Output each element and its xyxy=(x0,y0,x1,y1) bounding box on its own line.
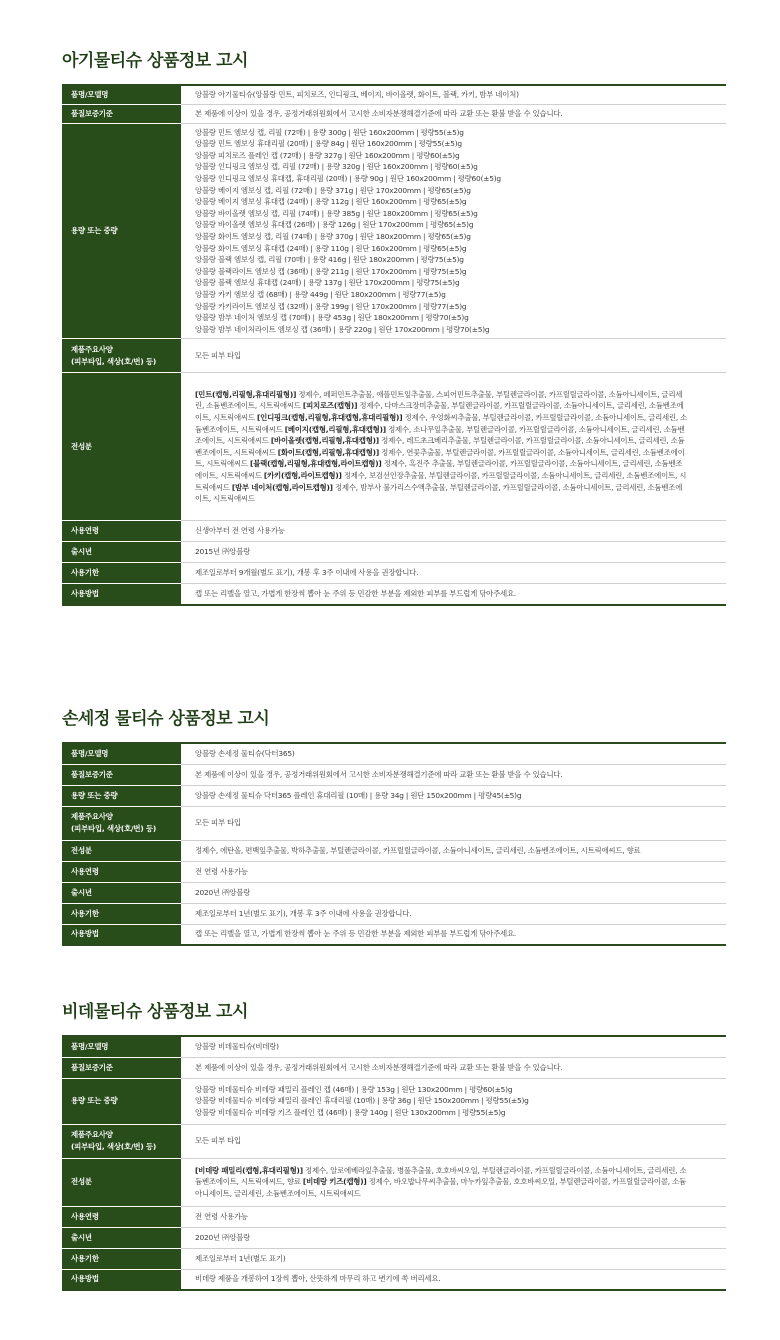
info-row xyxy=(62,785,726,806)
value-line: 앙블랑 민트 엠보싱 휴대리필 (20매) | 용량 84g | 원단 160x200mm | 평량55(±5)g xyxy=(195,139,462,149)
ingredient-text: 듐벤조에이트, 시트릭애씨드, 향료 xyxy=(195,1177,303,1187)
value-line: 모든 피부 타입 xyxy=(195,350,241,360)
value-line: 앙블랑 밤부 네이처라이트 엠보싱 캡 (36매) | 용량 220g | 원단 170x200mm | 평량70(±5)g xyxy=(195,324,490,334)
row-value xyxy=(181,1158,726,1206)
value-line: 앙블랑 아기물티슈(앙블랑 민트, 피치로즈, 인디핑크, 베이지, 바이올렛, 화이트, 블랙, 카키, 밤부 네이처) xyxy=(195,90,519,99)
ingredient-text: 정제수, 밤부사 불가리스수액추출물, 부틸렌글라이콜, 카프릴릴글라이콜, 소듐아니세이트, 글리세린, 소듐벤조에 xyxy=(332,482,683,492)
row-label: 사용방법 xyxy=(62,584,181,605)
row-label: 사용연령 xyxy=(62,861,181,882)
row-value xyxy=(181,924,726,945)
row-label: 전성분 xyxy=(62,373,181,521)
ingredient-text: 이트, 시트릭애씨드 xyxy=(195,413,257,422)
ingredient-text: 조에이트, 시트릭애씨드 xyxy=(195,436,271,446)
row-label-line: 제품주요사양 xyxy=(71,1130,113,1140)
value-line: 캡 또는 리벨을 열고, 가볍게 한장씩 뽑아 눈 주위 등 민감한 부분을 제외한 피부를 부드럽게 닦아주세요. xyxy=(195,929,517,939)
value-line xyxy=(195,400,720,412)
ingredient-text: 정제수, 소나무잎추출물, 부틸렌글라이콜, 카프릴릴글라이콜, 소듐아니세이트, 글리세린, 소듐벤 xyxy=(385,424,685,434)
row-value xyxy=(181,1078,726,1124)
value-line: 앙블랑 비데물티슈 비데랑 키즈 플레인 캡 (46매) | 용량 140g | 원단 130x200mm | 평량55(±5)g xyxy=(195,1107,506,1117)
ingredient-text: 에이트, 시트릭애씨드 xyxy=(195,470,264,480)
row-label xyxy=(62,339,181,373)
row-value xyxy=(181,584,726,605)
variant-name: [블랙(캡형,리필형,휴대캡형,라이트캡형)] xyxy=(250,459,382,469)
row-label-line: 제품주요사양 xyxy=(71,345,113,355)
row-value xyxy=(181,840,726,861)
info-row xyxy=(62,563,726,584)
row-value xyxy=(181,123,726,339)
value-line: 앙블랑 카키라이트 엠보싱 캡 (32매) | 용량 199g | 원단 170x200mm | 평량77(±5)g xyxy=(195,301,467,311)
section-title: 손세정 물티슈 상품정보 고시 xyxy=(62,709,270,729)
info-row xyxy=(62,1248,726,1269)
value-line: 앙블랑 블랙 엠보싱 캡, 리필 (70매) | 용량 416g | 원단 180x200mm | 평량75(±5)g xyxy=(195,255,464,265)
info-row xyxy=(62,743,726,764)
ingredient-text: 정제수, 바오밥나무씨추출물, 마누카잎추출물, 호호바씨오일, 부틸렌글라이콜, 카프릴릴글라이콜, 소듐 xyxy=(366,1177,686,1187)
info-row xyxy=(62,85,726,104)
value-line xyxy=(195,1176,720,1188)
row-value xyxy=(181,1269,726,1290)
row-value xyxy=(181,373,726,521)
row-value xyxy=(181,1124,726,1158)
ingredient-text: 정제수, 레드초크베리추출물, 부틸렌글라이콜, 카프릴릴글라이콜, 소듐아니세이트, 글리세린, 소듐 xyxy=(378,436,685,446)
value-line: 2020년 ㈜앙블랑 xyxy=(195,1232,251,1242)
ingredient-text: 정제수, 알로에베라잎추출물, 병풀추출물, 호호바씨오일, 부틸렌글라이콜, 카프릴릴글라이콜, 소듐아니세이트, 글리세린, 소 xyxy=(302,1165,687,1175)
value-line xyxy=(195,447,720,459)
ingredient-text: 벤조에이트, 시트릭애씨드 xyxy=(195,447,278,457)
info-row xyxy=(62,924,726,945)
value-line: 캡 또는 리벨을 열고, 가볍게 한장씩 뽑아 눈 주위 등 민감한 부분을 제외한 피부를 부드럽게 닦아주세요. xyxy=(195,589,517,599)
value-line: 앙블랑 손세정 물티슈 닥터365 플레인 휴대리필 (10매) | 용량 34g | 원단 150x200mm | 평량45(±5)g xyxy=(195,790,522,800)
variant-name: [인디핑크(캡형,리필형,휴대캡형,휴대리필형)] xyxy=(256,413,403,422)
value-line: 2015년 ㈜앙블랑 xyxy=(195,547,251,557)
value-line: 앙블랑 비데물티슈 비데랑 패밀리 플레인 휴대리필 (10매) | 용량 36g | 원단 150x200mm | 평량55(±5)g xyxy=(195,1096,529,1106)
info-row xyxy=(62,339,726,373)
value-line: 앙블랑 블랙라이트 엠보싱 캡 (36매) | 용량 211g | 원단 170x200mm | 평량75(±5)g xyxy=(195,266,467,276)
value-line: 앙블랑 베이지 엠보싱 휴대캡 (24매) | 용량 112g | 원단 160x200mm | 평량65(±5)g xyxy=(195,197,467,207)
row-value xyxy=(181,542,726,563)
row-value xyxy=(181,339,726,373)
info-row xyxy=(62,584,726,605)
section-bidet-wipes xyxy=(62,999,726,1291)
value-line: 신생아부터 전 연령 사용가능 xyxy=(195,526,285,536)
row-value xyxy=(181,764,726,785)
info-row xyxy=(62,521,726,542)
value-line: 앙블랑 바이올렛 엠보싱 휴대캡 (26매) | 용량 126g | 원단 170x200mm | 평량65(±5)g xyxy=(195,220,474,230)
row-label: 품명/모델명 xyxy=(62,1036,181,1057)
info-row xyxy=(62,104,726,123)
info-row xyxy=(62,123,726,339)
row-label xyxy=(62,806,181,840)
row-value xyxy=(181,521,726,542)
info-row xyxy=(62,1227,726,1248)
ingredient-text: 린, 소듐벤조에이트, 시트릭애씨드 xyxy=(195,401,303,411)
ingredient-text: 정제수, 페퍼민트추출물, 애플민트잎추출물, 스피어민트추출물, 부틸렌글라이콜, 카프릴릴글라이콜, 소듐아니세이트, 글리세 xyxy=(296,389,683,399)
value-line xyxy=(195,412,720,424)
row-label xyxy=(62,1124,181,1158)
ingredient-text: 정제수, 다마스크장미추출물, 부틸렌글라이콜, 카프릴릴글라이콜, 소듐아니세이트, 글리세린, 소듐벤조에 xyxy=(357,401,684,411)
row-label-line: (피부타입, 색상(호/번) 등) xyxy=(71,1142,157,1151)
value-line: 앙블랑 피치로즈 플레인 캡 (72매) | 용량 327g | 원단 160x200mm | 평량60(±5)g xyxy=(195,150,460,160)
variant-name: [바이올렛(캡형,리필형,휴대캡형)] xyxy=(270,436,379,446)
variant-name: [화이트(캡형,리필형,휴대캡형)] xyxy=(277,447,379,457)
value-line xyxy=(195,470,720,482)
row-label: 용량 또는 중량 xyxy=(62,785,181,806)
value-line: 앙블랑 카키 엠보싱 캡 (68매) | 용량 449g | 원단 180x200mm | 평량77(±5)g xyxy=(195,289,446,299)
info-row xyxy=(62,764,726,785)
variant-name: [비데랑 패밀리(캡형,휴대리필형)] xyxy=(195,1165,303,1175)
value-line xyxy=(195,424,720,436)
info-row xyxy=(62,373,726,521)
value-line: 앙블랑 밤부 네이처 엠보싱 캡 (70매) | 용량 453g | 원단 180x200mm | 평량70(±5)g xyxy=(195,313,469,323)
row-label: 품질보증기준 xyxy=(62,1057,181,1078)
info-row xyxy=(62,1124,726,1158)
value-line: 본 제품에 이상이 있을 경우, 공정거래위원회에서 고시한 소비자분쟁해결기준에 따라 교환 또는 환불 받을 수 있습니다. xyxy=(195,1062,563,1072)
value-line xyxy=(195,1188,720,1200)
value-line: 정제수, 에탄올, 편백잎추출물, 박하추출물, 부틸렌글라이콜, 카프릴릴글라이콜, 소듐아니세이트, 글리세린, 소듐벤조에이트, 시트릭애씨드, 향료 xyxy=(195,845,641,855)
value-line: 비데랑 제품을 개봉하여 1장씩 뽑아, 산뜻하게 마무리 하고 변기에 쏙 버리세요. xyxy=(195,1274,441,1284)
row-label: 품질보증기준 xyxy=(62,104,181,123)
row-label: 용량 또는 중량 xyxy=(62,123,181,339)
variant-name: [피치로즈(캡형)] xyxy=(302,401,358,411)
value-line xyxy=(195,1165,720,1177)
ingredient-text: 정제수, 연꽃추출물, 부틸렌글라이콜, 카프릴릴글라이콜, 소듐아니세이트, 글리세린, 소듐벤조에이 xyxy=(379,447,685,457)
value-line xyxy=(195,493,720,505)
info-row xyxy=(62,861,726,882)
row-value xyxy=(181,903,726,924)
row-value xyxy=(181,1227,726,1248)
row-value xyxy=(181,743,726,764)
ingredient-text: 아니세이트, 글리세린, 소듐벤조에이트, 시트릭애씨드 xyxy=(195,1188,361,1198)
value-line: 제조일로부터 1년(별도 표기), 개봉 후 3주 이내에 사용을 권장합니다. xyxy=(195,908,412,918)
info-row xyxy=(62,542,726,563)
info-row xyxy=(62,1158,726,1206)
row-value xyxy=(181,104,726,123)
value-line: 앙블랑 인디핑크 엠보싱 캡, 리필 (72매) | 용량 320g | 원단 160x200mm | 평량60(±5)g xyxy=(195,162,478,172)
value-line: 앙블랑 민트 엠보싱 캡, 리필 (72매) | 용량 300g | 원단 160x200mm | 평량55(±5)g xyxy=(195,127,464,137)
info-row xyxy=(62,903,726,924)
value-line: 앙블랑 화이트 엠보싱 휴대캡 (24매) | 용량 110g | 원단 160x200mm | 평량65(±5)g xyxy=(195,243,467,253)
value-line: 앙블랑 인디핑크 엠보싱 휴대캡, 휴대리필 (20매) | 용량 90g | 원단 160x200mm | 평량60(±5)g xyxy=(195,173,501,183)
value-line: 앙블랑 손세정 물티슈(닥터365) xyxy=(195,748,295,758)
row-label-line: 제품주요사양 xyxy=(71,812,113,822)
row-label: 용량 또는 중량 xyxy=(62,1078,181,1124)
value-line: 전 연령 사용가능 xyxy=(195,866,248,876)
info-table xyxy=(62,742,726,946)
row-label: 전성분 xyxy=(62,1158,181,1206)
value-line: 앙블랑 비데물티슈 비데랑 패밀리 플레인 캡 (46매) | 용량 153g | 원단 130x200mm | 평량60(±5)g xyxy=(195,1084,513,1094)
value-line: 모든 피부 타입 xyxy=(195,1136,241,1146)
variant-name: [카키(캡형,라이트캡형)] xyxy=(263,470,342,480)
info-row xyxy=(62,1078,726,1124)
ingredient-text: 트, 시트릭애씨드 xyxy=(195,459,251,469)
info-row xyxy=(62,1206,726,1227)
variant-name: [밤부 네이처(캡형,라이트캡형)] xyxy=(231,482,333,492)
row-value xyxy=(181,882,726,903)
value-line: 앙블랑 블랙 엠보싱 휴대캡 (24매) | 용량 137g | 원단 170x200mm | 평량75(±5)g xyxy=(195,278,460,288)
info-row xyxy=(62,1057,726,1078)
row-label: 출시년 xyxy=(62,1227,181,1248)
row-value xyxy=(181,1248,726,1269)
row-value xyxy=(181,563,726,584)
value-line: 모든 피부 타입 xyxy=(195,818,241,828)
row-label: 품질보증기준 xyxy=(62,764,181,785)
ingredient-text: 트릭애씨드 xyxy=(195,482,232,492)
value-line: 본 제품에 이상이 있을 경우, 공정거래위원회에서 고시한 소비자분쟁해결기준에 따라 교환 또는 환불 받을 수 있습니다. xyxy=(195,108,563,118)
value-line: 2020년 ㈜앙블랑 xyxy=(195,887,251,897)
variant-name: [베이지(캡형,리필형,휴대캡형)] xyxy=(284,424,386,434)
row-label-line: (피부타입, 색상(호/번) 등) xyxy=(71,824,157,833)
row-label-line: (피부타입, 색상(호/번) 등) xyxy=(71,356,157,366)
row-value xyxy=(181,1036,726,1057)
value-line: 앙블랑 베이지 엠보싱 캡, 리필 (72매) | 용량 371g | 원단 170x200mm | 평량65(±5)g xyxy=(195,185,471,195)
row-label: 출시년 xyxy=(62,542,181,563)
row-label: 사용기한 xyxy=(62,563,181,584)
row-label: 품명/모델명 xyxy=(62,743,181,764)
row-value xyxy=(181,1206,726,1227)
value-line: 제조일로부터 1년(별도 표기) xyxy=(195,1253,286,1263)
section-title: 아기물티슈 상품정보 고시 xyxy=(62,51,248,71)
row-label: 전성분 xyxy=(62,840,181,861)
section-hand-wipes xyxy=(62,706,726,946)
row-value xyxy=(181,861,726,882)
value-line: 앙블랑 화이트 엠보싱 캡, 리필 (74매) | 용량 370g | 원단 180x200mm | 평량65(±5)g xyxy=(195,231,471,241)
row-value xyxy=(181,785,726,806)
row-value xyxy=(181,806,726,840)
value-line xyxy=(195,435,720,447)
info-table xyxy=(62,1035,726,1291)
variant-name: [비데랑 키즈(캡형)] xyxy=(302,1177,367,1187)
info-row xyxy=(62,1036,726,1057)
row-label: 출시년 xyxy=(62,882,181,903)
row-label: 사용방법 xyxy=(62,1269,181,1290)
ingredient-text: 이트, 시트릭애씨드 xyxy=(195,494,255,504)
row-value xyxy=(181,85,726,104)
row-label: 사용기한 xyxy=(62,1248,181,1269)
ingredient-text: 정제수, 보검선인장추출물, 부틸렌글라이콜, 카프릴릴글라이콜, 소듐아니세이트, 글리세린, 소듐벤조에이트, 시 xyxy=(341,470,687,480)
value-line: 전 연령 사용가능 xyxy=(195,1211,248,1221)
info-row xyxy=(62,840,726,861)
value-line: 제조일로부터 9개월(별도 표기), 개봉 후 3주 이내에 사용을 권장합니다. xyxy=(195,568,419,578)
ingredient-text: 정제수, 우엉화씨추출물, 부틸렌글라이콜, 카프릴릴글라이콜, 소듐아니세이트, 글리세린, 소 xyxy=(402,413,688,422)
info-table xyxy=(62,84,726,606)
info-row xyxy=(62,882,726,903)
info-row xyxy=(62,1269,726,1290)
value-line: 앙블랑 바이올렛 엠보싱 캡, 리필 (74매) | 용량 385g | 원단 180x200mm | 평량65(±5)g xyxy=(195,208,478,218)
value-line: 본 제품에 이상이 있을 경우, 공정거래위원회에서 고시한 소비자분쟁해결기준에 따라 교환 또는 환불 받을 수 있습니다. xyxy=(195,769,563,779)
row-label: 품명/모델명 xyxy=(62,85,181,104)
section-baby-wipes xyxy=(62,48,726,606)
ingredient-text: 듐벤조에이트, 시트릭애씨드 xyxy=(195,424,285,434)
info-row xyxy=(62,806,726,840)
row-label: 사용방법 xyxy=(62,924,181,945)
ingredient-text: 정제수, 흑진주 추출물, 부틸렌글라이콜, 카프릴릴글라이콜, 소듐아니세이트, 글리세린, 소듐벤조 xyxy=(381,459,683,469)
row-label: 사용기한 xyxy=(62,903,181,924)
section-title: 비데물티슈 상품정보 고시 xyxy=(62,1002,248,1022)
value-line xyxy=(195,389,720,401)
row-label: 사용연령 xyxy=(62,521,181,542)
variant-name: [민트(캡형,리필형,휴대리필형)] xyxy=(195,389,297,399)
value-line xyxy=(195,458,720,470)
value-line: 앙블랑 비데물티슈(비데랑) xyxy=(195,1041,279,1051)
row-value xyxy=(181,1057,726,1078)
row-label: 사용연령 xyxy=(62,1206,181,1227)
value-line xyxy=(195,482,720,494)
